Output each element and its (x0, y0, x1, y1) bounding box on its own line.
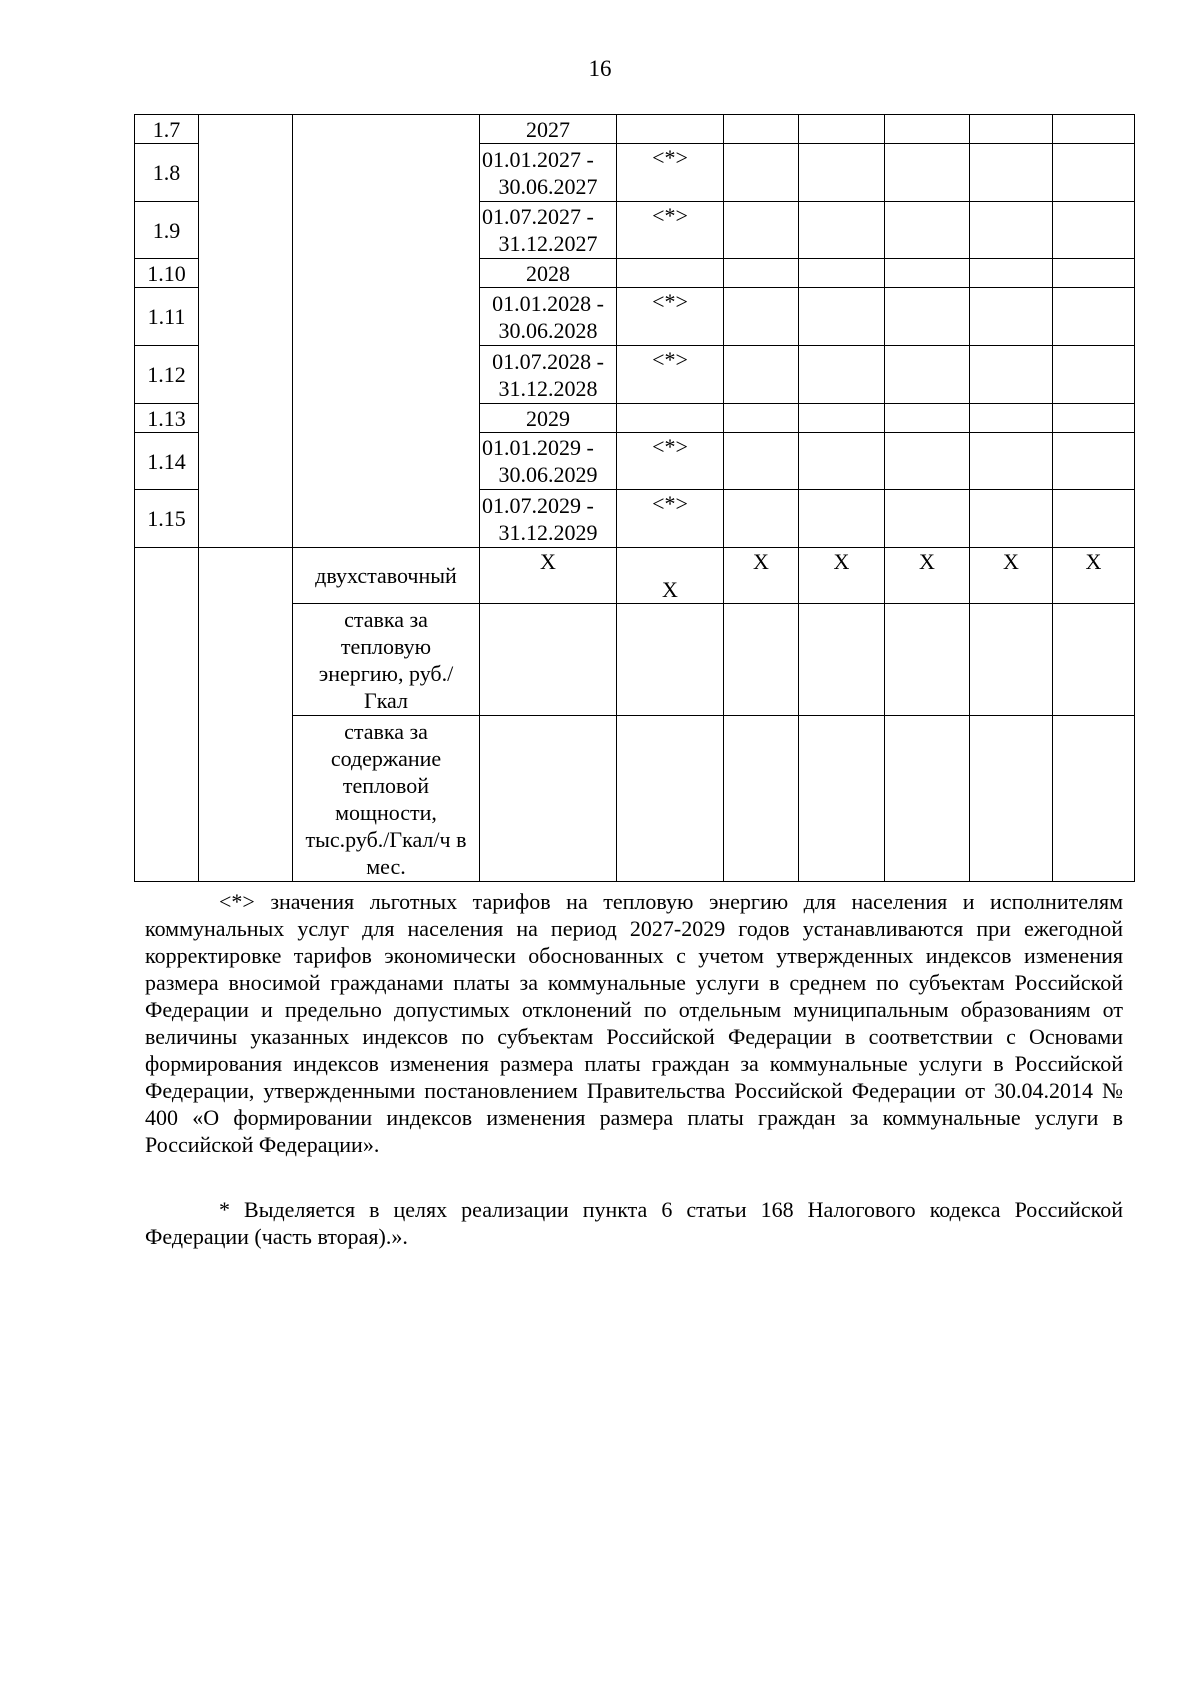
value-cell (724, 259, 799, 288)
value-cell (799, 433, 885, 490)
value-cell (1053, 115, 1135, 144)
value-cell (1053, 433, 1135, 490)
value-cell: <*> (617, 433, 724, 490)
value-cell (799, 259, 885, 288)
empty-cell (135, 548, 199, 882)
period-cell: 2028 (480, 259, 617, 288)
period-cell (480, 490, 617, 548)
period-start: 01.01.2029 - (482, 435, 594, 460)
value-cell (885, 404, 970, 433)
period-end: 31.12.2029 (498, 519, 598, 545)
row-number: 1.7 (135, 115, 199, 144)
empty-cell (199, 548, 293, 882)
row-number: 1.13 (135, 404, 199, 433)
value-cell (724, 404, 799, 433)
value-cell (480, 716, 617, 882)
value-cell (970, 433, 1053, 490)
x-mark: X (1053, 548, 1135, 604)
capacity-rate-label: ставка за содержание тепловой мощности, тыс.руб./Гкал/ч в мес. (293, 716, 480, 882)
value-cell (724, 288, 799, 346)
row-number: 1.8 (135, 144, 199, 202)
value-cell (799, 202, 885, 259)
value-cell (970, 490, 1053, 548)
page-number: 16 (588, 56, 612, 81)
period-cell (480, 144, 617, 202)
period-start: 01.07.2028 - (492, 348, 604, 374)
value-cell (885, 346, 970, 404)
period-start: 01.01.2027 - (482, 146, 594, 172)
row-number: 1.12 (135, 346, 199, 404)
empty-cell (293, 115, 480, 548)
value-cell (724, 490, 799, 548)
table-row (135, 548, 1135, 604)
row-number: 1.9 (135, 202, 199, 259)
period-cell (480, 433, 617, 490)
footnote-vat-note: * Выделяется в целях реализации пункта 6 статьи 168 Налогового кодекса Российской Федерации (часть вторая).». (145, 1197, 1123, 1249)
value-cell (617, 716, 724, 882)
value-cell (970, 346, 1053, 404)
value-cell (885, 144, 970, 202)
value-cell (885, 288, 970, 346)
value-cell (724, 115, 799, 144)
period-end: 31.12.2027 (498, 231, 598, 256)
x-mark: X (724, 548, 799, 604)
value-cell (799, 346, 885, 404)
value-cell (799, 716, 885, 882)
value-cell (970, 716, 1053, 882)
period-end: 31.12.2028 (498, 375, 598, 401)
row-number: 1.11 (135, 288, 199, 346)
x-mark: X (480, 548, 617, 604)
value-cell (970, 604, 1053, 716)
value-cell (480, 604, 617, 716)
value-cell (885, 604, 970, 716)
value-cell (724, 433, 799, 490)
value-cell (1053, 144, 1135, 202)
value-cell: <*> (617, 490, 724, 548)
period-start: 01.07.2029 - (482, 492, 594, 518)
period-cell (480, 202, 617, 259)
value-cell (1053, 716, 1135, 882)
value-cell (885, 433, 970, 490)
x-mark: X (799, 548, 885, 604)
value-cell (724, 144, 799, 202)
value-cell (970, 259, 1053, 288)
period-cell: 2029 (480, 404, 617, 433)
period-start: 01.07.2027 - (482, 204, 594, 229)
value-cell (724, 202, 799, 259)
value-cell (1053, 490, 1135, 548)
value-cell (1053, 288, 1135, 346)
value-cell: <*> (617, 346, 724, 404)
value-cell (970, 288, 1053, 346)
value-cell (1053, 259, 1135, 288)
value-cell (1053, 604, 1135, 716)
value-cell: <*> (617, 288, 724, 346)
value-cell (724, 604, 799, 716)
value-cell (724, 346, 799, 404)
value-cell (617, 404, 724, 433)
value-cell (885, 716, 970, 882)
table-row (135, 115, 1135, 144)
two-rate-label: двухставочный (293, 548, 480, 604)
value-cell (885, 259, 970, 288)
row-number: 1.15 (135, 490, 199, 548)
x-mark: X (970, 548, 1053, 604)
value-cell (1053, 404, 1135, 433)
period-end: 30.06.2029 (498, 462, 598, 487)
value-cell: <*> (617, 144, 724, 202)
value-cell (970, 115, 1053, 144)
value-cell (970, 404, 1053, 433)
period-end: 30.06.2027 (498, 173, 598, 199)
value-cell: <*> (617, 202, 724, 259)
row-number: 1.10 (135, 259, 199, 288)
row-number: 1.14 (135, 433, 199, 490)
value-cell (799, 604, 885, 716)
value-cell (1053, 202, 1135, 259)
value-cell (1053, 346, 1135, 404)
value-cell (799, 490, 885, 548)
value-cell (799, 144, 885, 202)
value-cell (617, 115, 724, 144)
footnote-tariff-note: <*> значения льготных тарифов на тепловую энергию для населения и исполнителям коммунальных услуг для населения на период 2027-2029 годов устанавливаются при ежегодной корректировке тарифов экономически обоснованных с учетом утвержденных индексов изменения размера вносимой гражданами платы за коммунальные услуги в среднем по субъектам Российской Федерации и предельно допустимых отклонений по отдельным муниципальным образованиям от величины указанных индексов по субъектам Российской Федерации в соответствии с Основами формирования индексов изменения размера платы граждан за коммунальные услуги в Российской Федерации, утвержденными постановлением Правительства Российской Федерации от 30.04.2014 № 400 «О формировании индексов изменения размера платы граждан за коммунальные услуги в Российской Федерации». (145, 889, 1123, 1157)
period-start: 01.01.2028 - (492, 290, 604, 316)
value-cell (885, 490, 970, 548)
value-cell (617, 259, 724, 288)
period-cell: 2027 (480, 115, 617, 144)
heat-rate-label: ставка за тепловую энергию, руб./Гкал (293, 604, 480, 716)
value-cell (970, 144, 1053, 202)
value-cell (724, 716, 799, 882)
period-cell (480, 288, 617, 346)
x-mark: X (617, 548, 724, 604)
value-cell (799, 288, 885, 346)
value-cell (970, 202, 1053, 259)
tariff-table (134, 114, 1135, 882)
value-cell (799, 115, 885, 144)
x-mark: X (885, 548, 970, 604)
empty-cell (199, 115, 293, 548)
value-cell (885, 115, 970, 144)
period-cell (480, 346, 617, 404)
period-end: 30.06.2028 (498, 317, 598, 343)
value-cell (799, 404, 885, 433)
value-cell (617, 604, 724, 716)
value-cell (885, 202, 970, 259)
